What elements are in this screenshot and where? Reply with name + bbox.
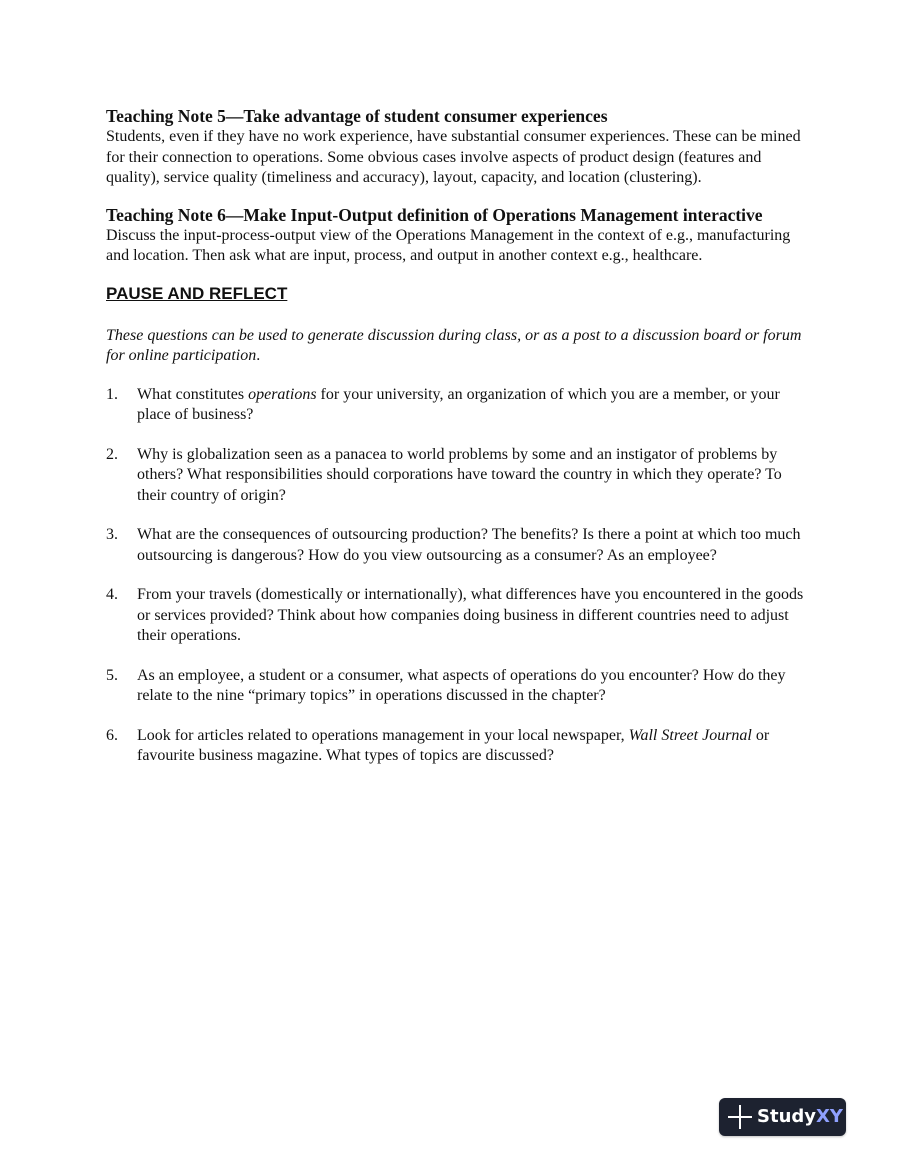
question-list <box>106 385 806 767</box>
question-text: or favourite business magazine. What types of topics are discussed? <box>137 726 770 764</box>
question-number: 6. <box>106 726 118 744</box>
question-emphasis: Wall Street Journal <box>628 726 752 744</box>
plus-icon <box>728 1105 752 1129</box>
teaching-note-6 <box>106 205 806 267</box>
list-item <box>106 445 806 507</box>
brand-main: Study <box>757 1106 817 1127</box>
list-item <box>106 385 806 426</box>
section-title: PAUSE AND REFLECT <box>106 283 288 303</box>
question-number: 1. <box>106 385 118 403</box>
teaching-note-heading: Teaching Note 6—Make Input-Output definition of Operations Management interactive <box>106 204 763 225</box>
question-text: As an employee, a student or a consumer, what aspects of operations do you encounter? How do they relate to the nine “primary topics” in operations discussed in the chapter? <box>137 666 786 704</box>
question-number: 4. <box>106 586 118 603</box>
list-item <box>106 666 806 707</box>
question-text: What constitutes <box>137 385 249 403</box>
studyxy-watermark <box>719 1098 846 1136</box>
teaching-note-body: Discuss the input-process-output view of the Operations Management in the context of e.g., manufacturing and location. Then ask what are input, process, and output in another context e.g., healthcare. <box>106 226 791 264</box>
question-number: 5. <box>106 666 118 684</box>
question-emphasis: operations <box>248 385 317 403</box>
section-intro-period: . <box>256 347 261 364</box>
section-intro-text: These questions can be used to generate discussion during class, or as a post to a discussion board or forum for online participation <box>106 326 802 364</box>
brand-accent: XY <box>816 1106 843 1127</box>
teaching-note-heading: Teaching Note 5—Take advantage of student consumer experiences <box>106 106 608 126</box>
section-intro <box>106 326 806 367</box>
document-page <box>106 106 806 786</box>
list-item <box>106 585 806 647</box>
teaching-note-5 <box>106 106 806 189</box>
list-item <box>106 525 806 566</box>
question-text: From your travels (domestically or internationally), what differences have you encountered in the goods or services provided? Think about how companies doing business in different countries need to adjust their operations. <box>137 586 804 644</box>
question-text: Why is globalization seen as a panacea to world problems by some and an instigator of problems by others? What responsibilities should corporations have toward the country in which they operate? To their country of origin? <box>137 445 782 504</box>
question-number: 3. <box>106 526 118 543</box>
question-text: Look for articles related to operations management in your local newspaper, <box>137 726 629 744</box>
question-text: for your university, an organization of which you are a member, or your place of business? <box>137 385 780 423</box>
question-number: 2. <box>106 445 118 463</box>
list-item <box>106 726 806 767</box>
question-text: What are the consequences of outsourcing production? The benefits? Is there a point at which too much outsourcing is dangerous? How do you view outsourcing as a consumer? As an employee? <box>137 526 801 564</box>
teaching-note-body: Students, even if they have no work experience, have substantial consumer experiences. These can be mined for their connection to operations. Some obvious cases involve aspects of product design (features and quality), service quality (timeliness and accuracy), layout, capacity, and location (clustering). <box>106 128 801 186</box>
brand-name <box>757 1106 843 1128</box>
